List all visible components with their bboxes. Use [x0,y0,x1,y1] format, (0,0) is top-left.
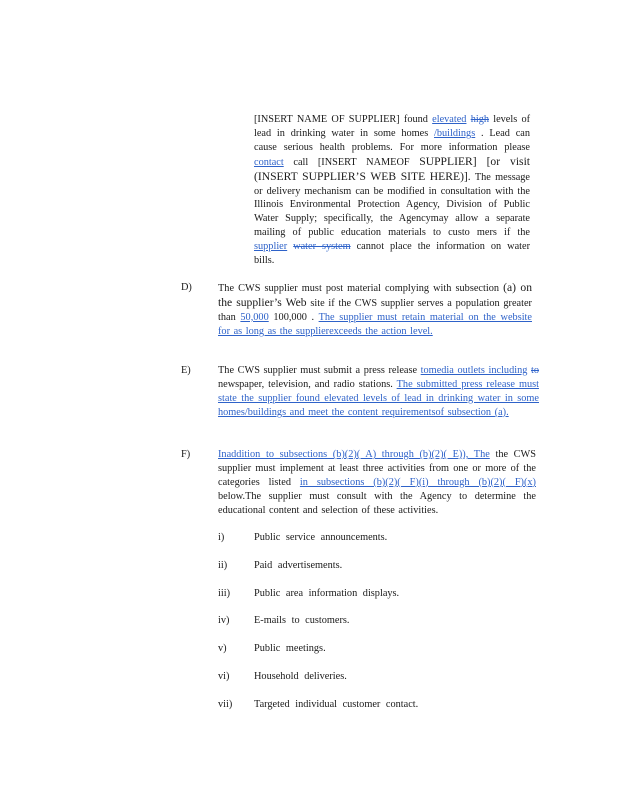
section-f-paragraph: Inaddition to subsections (b)(2)( A) through (b)(2)( E)), The the CWS supplier must implement at least three activities from one or more of the categories listed in subsections (b)(2)( F)(i) through (b)(2)( F)(x) below.The supplier must consult with the Agency to determine the educational content and selection of these activities. [218,449,536,516]
list-item-ii: Paid advertisements. [254,560,343,571]
list-item-v: Public meetings. [254,643,326,654]
section-marker-e: E) [181,365,191,376]
list-marker-vii: vii) [218,699,233,710]
list-marker-i: i) [218,532,225,543]
list-marker-iv: iv) [218,615,230,626]
list-marker-iii: iii) [218,588,231,599]
section-e-paragraph: The CWS supplier must submit a press release tomedia outlets including to newspaper, television, and radio stations. The submitted press release must state the supplier found elevated levels of lead in drinking water in some homes/buildings and meet the content requirementsof subsection (a). [218,365,540,418]
list-item-i: Public service announcements. [254,532,388,543]
section-marker-d: D) [181,282,192,293]
list-item-iv: E-mails to customers. [254,615,350,626]
continuation-paragraph: [INSERT NAME OF SUPPLIER] found elevated high levels of lead in drinking water in some homes /buildings . Lead can cause serious health problems. For more information please contact call [INSERT NAMEOF SUPPLIER] [or visit (INSERT SUPPLIER’S WEB SITE HERE)]. The message or delivery mechanism can be modified in consultation with the Illinois Environmental Protection Agency, Division of Public Water Supply; specifically, the Agencymay allow a separate mailing of public education materials to custo mers if the supplier water system cannot place the information on water bills. [254,114,531,267]
list-item-iii: Public area information displays. [254,588,400,599]
list-item-vi: Household deliveries. [254,671,347,682]
list-marker-vi: vi) [218,671,230,682]
section-marker-f: F) [181,449,191,460]
section-d-paragraph: The CWS supplier must post material complying with subsection (a) on the supplier’s Web site if the CWS supplier serves a population greater than 50,000 100,000 . The supplier must retain material on the website for as long as the supplierexceeds the action level. [218,281,532,337]
list-marker-ii: ii) [218,560,228,571]
list-marker-v: v) [218,643,227,654]
list-item-vii: Targeted individual customer contact. [254,699,419,710]
